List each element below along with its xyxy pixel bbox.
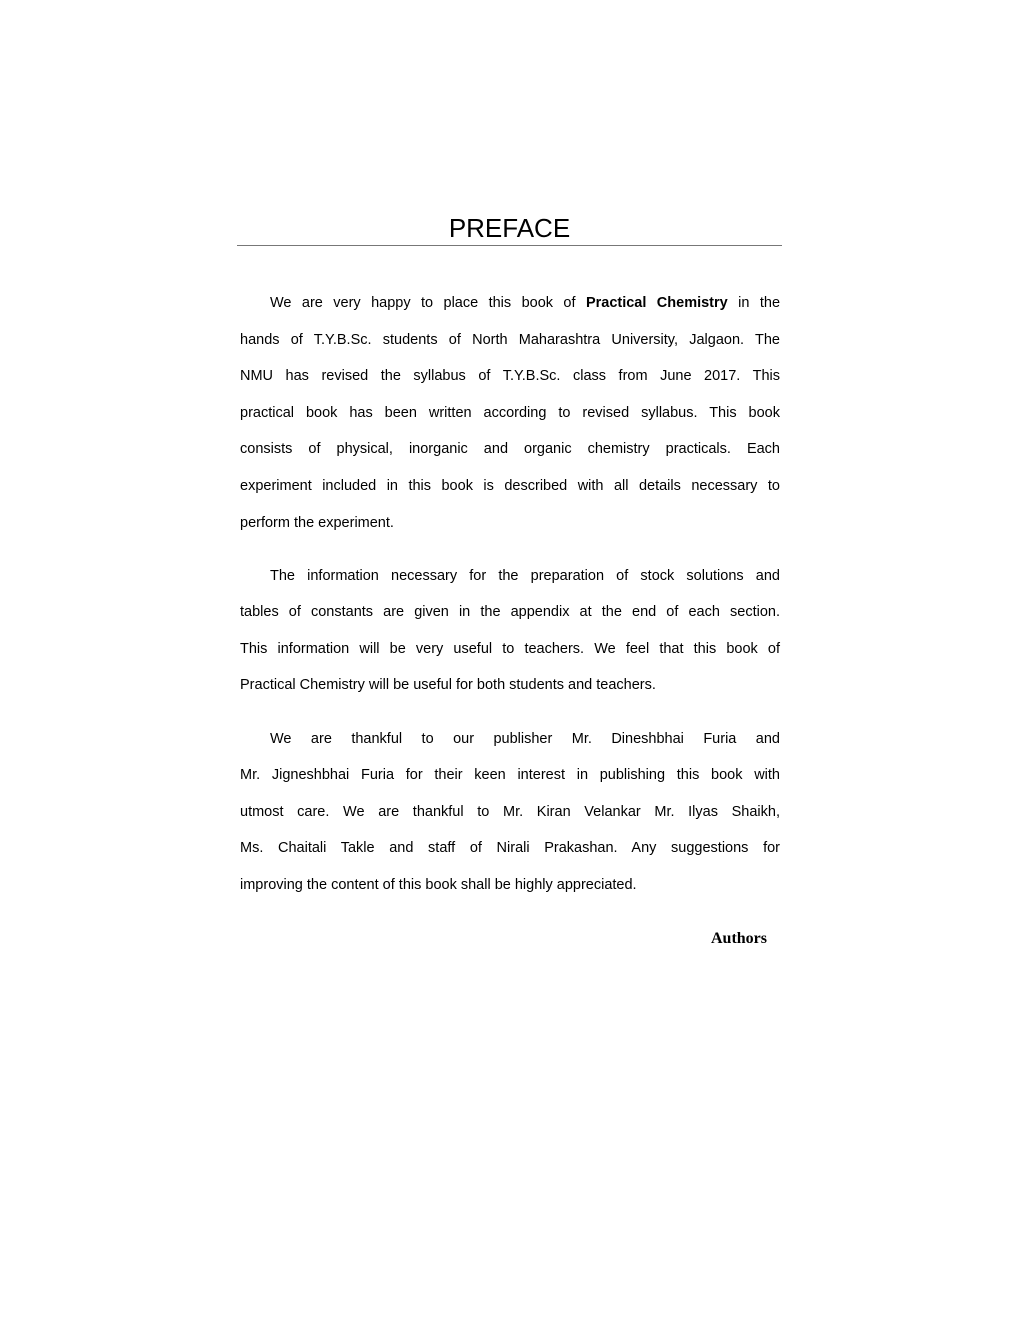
text-line [240,290,780,327]
paragraph-1 [240,290,780,546]
text-span: in the [727,295,781,311]
text-line: We are thankful to our publisher Mr. Dineshbhai Furia and [270,730,780,747]
signature: Authors [710,930,767,947]
text-line: The information necessary for the preparation of stock solutions and [270,567,780,584]
preface-body [240,290,780,925]
text-line: This information will be very useful to teachers. We feel that this book of [240,640,780,657]
text-span: We are very happy to place this book of [270,295,586,311]
text-line: Ms. Chaitali Takle and staff of Nirali Prakashan. Any suggestions for [240,840,780,857]
page-title: PREFACE [448,213,571,243]
text-line: Mr. Jigneshbhai Furia for their keen interest in publishing this book with [240,767,780,784]
text-line: utmost care. We are thankful to Mr. Kiran Velankar Mr. Ilyas Shaikh, [240,803,780,820]
paragraph-3 [240,726,780,909]
paragraph-2 [240,563,780,709]
text-line: consists of physical, inorganic and organic chemistry practicals. Each [240,441,780,458]
text-line: NMU has revised the syllabus of T.Y.B.Sc. class from June 2017. This [240,368,780,385]
book-title-bold: Practical Chemistry [585,295,728,311]
text-line: hands of T.Y.B.Sc. students of North Maharashtra University, Jalgaon. The [240,331,780,348]
text-line: perform the experiment. [240,514,394,531]
text-line: improving the content of this book shall be highly appreciated. [240,876,637,893]
text-line: tables of constants are given in the appendix at the end of each section. [240,604,780,621]
text-line: Practical Chemistry will be useful for both students and teachers. [240,677,656,694]
title-divider [237,245,782,246]
text-line: experiment included in this book is described with all details necessary to [240,477,780,494]
text-line: practical book has been written according to revised syllabus. This book [240,404,780,421]
